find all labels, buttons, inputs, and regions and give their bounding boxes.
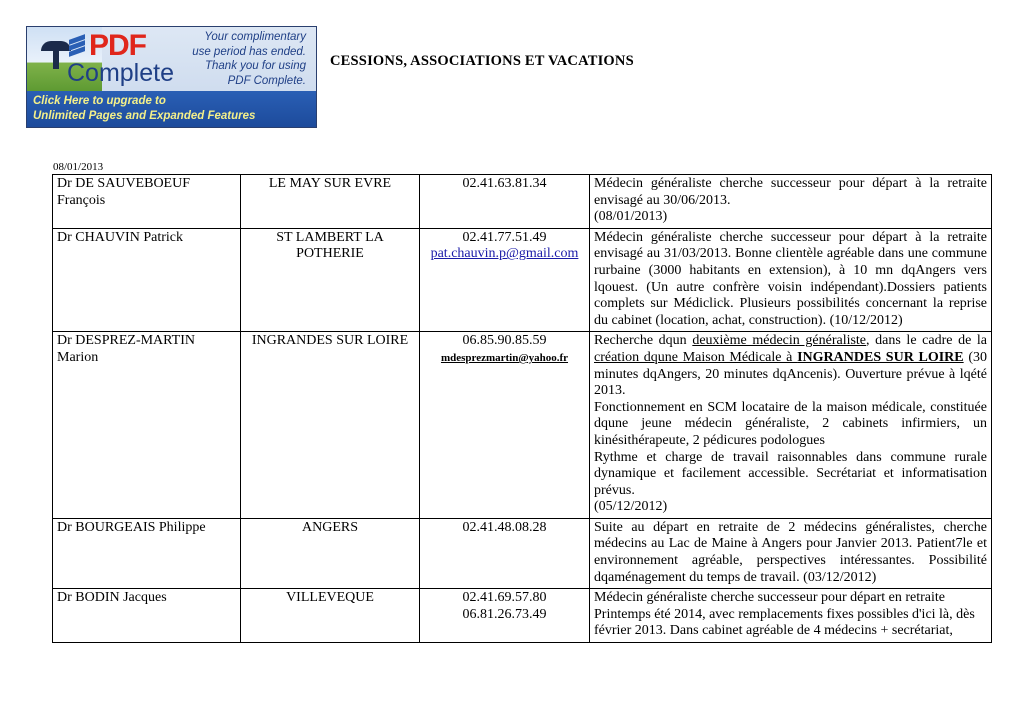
description: Médecin généraliste cherche successeur pour départ à la retraite envisagé au 31/03/2013. Bonne clientèle agréable dans une commune rurbaine (3000 habitants en extension), à 10 mn dqAngers vers lqouest. (Un autre confrère voisin indépendant).Dossiers patients complets sur Médiclick. Plusieurs possibilités concernant la reprise du cabinet (location, achat, construction). (10/12/2012) — [590, 228, 992, 332]
doctor-name: Dr DESPREZ-MARTIN Marion — [53, 332, 241, 519]
table-row — [53, 589, 992, 643]
table-row — [53, 332, 992, 519]
page-title: CESSIONS, ASSOCIATIONS ET VACATIONS — [330, 53, 634, 69]
email-link[interactable]: mdesprezmartin@yahoo.fr — [440, 351, 569, 364]
logo-pdf-text: PDF — [89, 29, 146, 62]
phone-2: 06.81.26.73.49 — [462, 606, 547, 622]
town: VILLEVEQUE — [241, 589, 420, 643]
table-row — [53, 228, 992, 332]
contact — [420, 332, 590, 519]
town: ANGERS — [241, 518, 420, 588]
banner-tagline: Your complimentary use period has ended. Thank you for using PDF Complete. — [192, 31, 306, 87]
contact — [420, 589, 590, 643]
email-link[interactable]: pat.chauvin.p@gmail.com — [430, 246, 579, 262]
table-row — [53, 518, 992, 588]
pdf-complete-banner[interactable] — [26, 26, 317, 128]
doctor-name: Dr DE SAUVEBOEUF François — [53, 175, 241, 229]
phone: 02.41.69.57.80 — [462, 590, 547, 606]
description: Médecin généraliste cherche successeur pour départ en retraite Printemps été 2014, avec remplacements fixes possibles d'ici là, dès février 2013. Dans cabinet agréable de 4 médecins + secrétariat, — [590, 589, 992, 643]
table-row — [53, 175, 992, 229]
document-date: 08/01/2013 — [53, 161, 104, 173]
description: Recherche dqun deuxième médecin généraliste, dans le cadre de la création dqune Maison Médicale à INGRANDES SUR LOIRE (30 minutes dqAngers, 20 minutes dqAncenis). Ouverture prévue à lqété 2013. Fonctionnement en SCM locataire de la maison médicale, constituée dqune jeune médecin généraliste, 2 cabinets infirmiers, un kinésithérapeute, 2 pédicures podologues Rythme et charge de travail raisonnables dans commune rurale dynamique et facilement accessible. Secrétariat et informatisation prévus. (05/12/2012) — [590, 332, 992, 519]
description: Suite au départ en retraite de 2 médecins généralistes, cherche médecins au Lac de Maine à Angers pour Janvier 2013. Patient7le et environnement agréable, perspectives intéressantes. Possibilité dqaménagement du temps de travail. (03/12/2012) — [590, 518, 992, 588]
phone: 02.41.77.51.49 — [462, 229, 547, 245]
doctor-name: Dr CHAUVIN Patrick — [53, 228, 241, 332]
phone: 06.85.90.85.59 — [462, 333, 547, 349]
town: INGRANDES SUR LOIRE — [241, 332, 420, 519]
layers-icon — [69, 35, 87, 55]
doctor-name: Dr BOURGEAIS Philippe — [53, 518, 241, 588]
logo-complete-text: Complete — [67, 59, 174, 87]
upgrade-link[interactable]: Click Here to upgrade to Unlimited Pages and Expanded Features — [27, 91, 316, 128]
town: LE MAY SUR EVRE — [241, 175, 420, 229]
desc-date: (05/12/2012) — [594, 499, 668, 515]
town: ST LAMBERT LA POTHERIE — [241, 228, 420, 332]
doctor-name: Dr BODIN Jacques — [53, 589, 241, 643]
description: Médecin généraliste cherche successeur pour départ à la retraite envisagé au 30/06/2013. (08/01/2013) — [590, 175, 992, 229]
phone: 02.41.48.08.28 — [420, 518, 590, 588]
desc-date: (08/01/2013) — [594, 209, 668, 225]
phone: 02.41.63.81.34 — [420, 175, 590, 229]
contact — [420, 228, 590, 332]
listings-table — [52, 174, 992, 643]
